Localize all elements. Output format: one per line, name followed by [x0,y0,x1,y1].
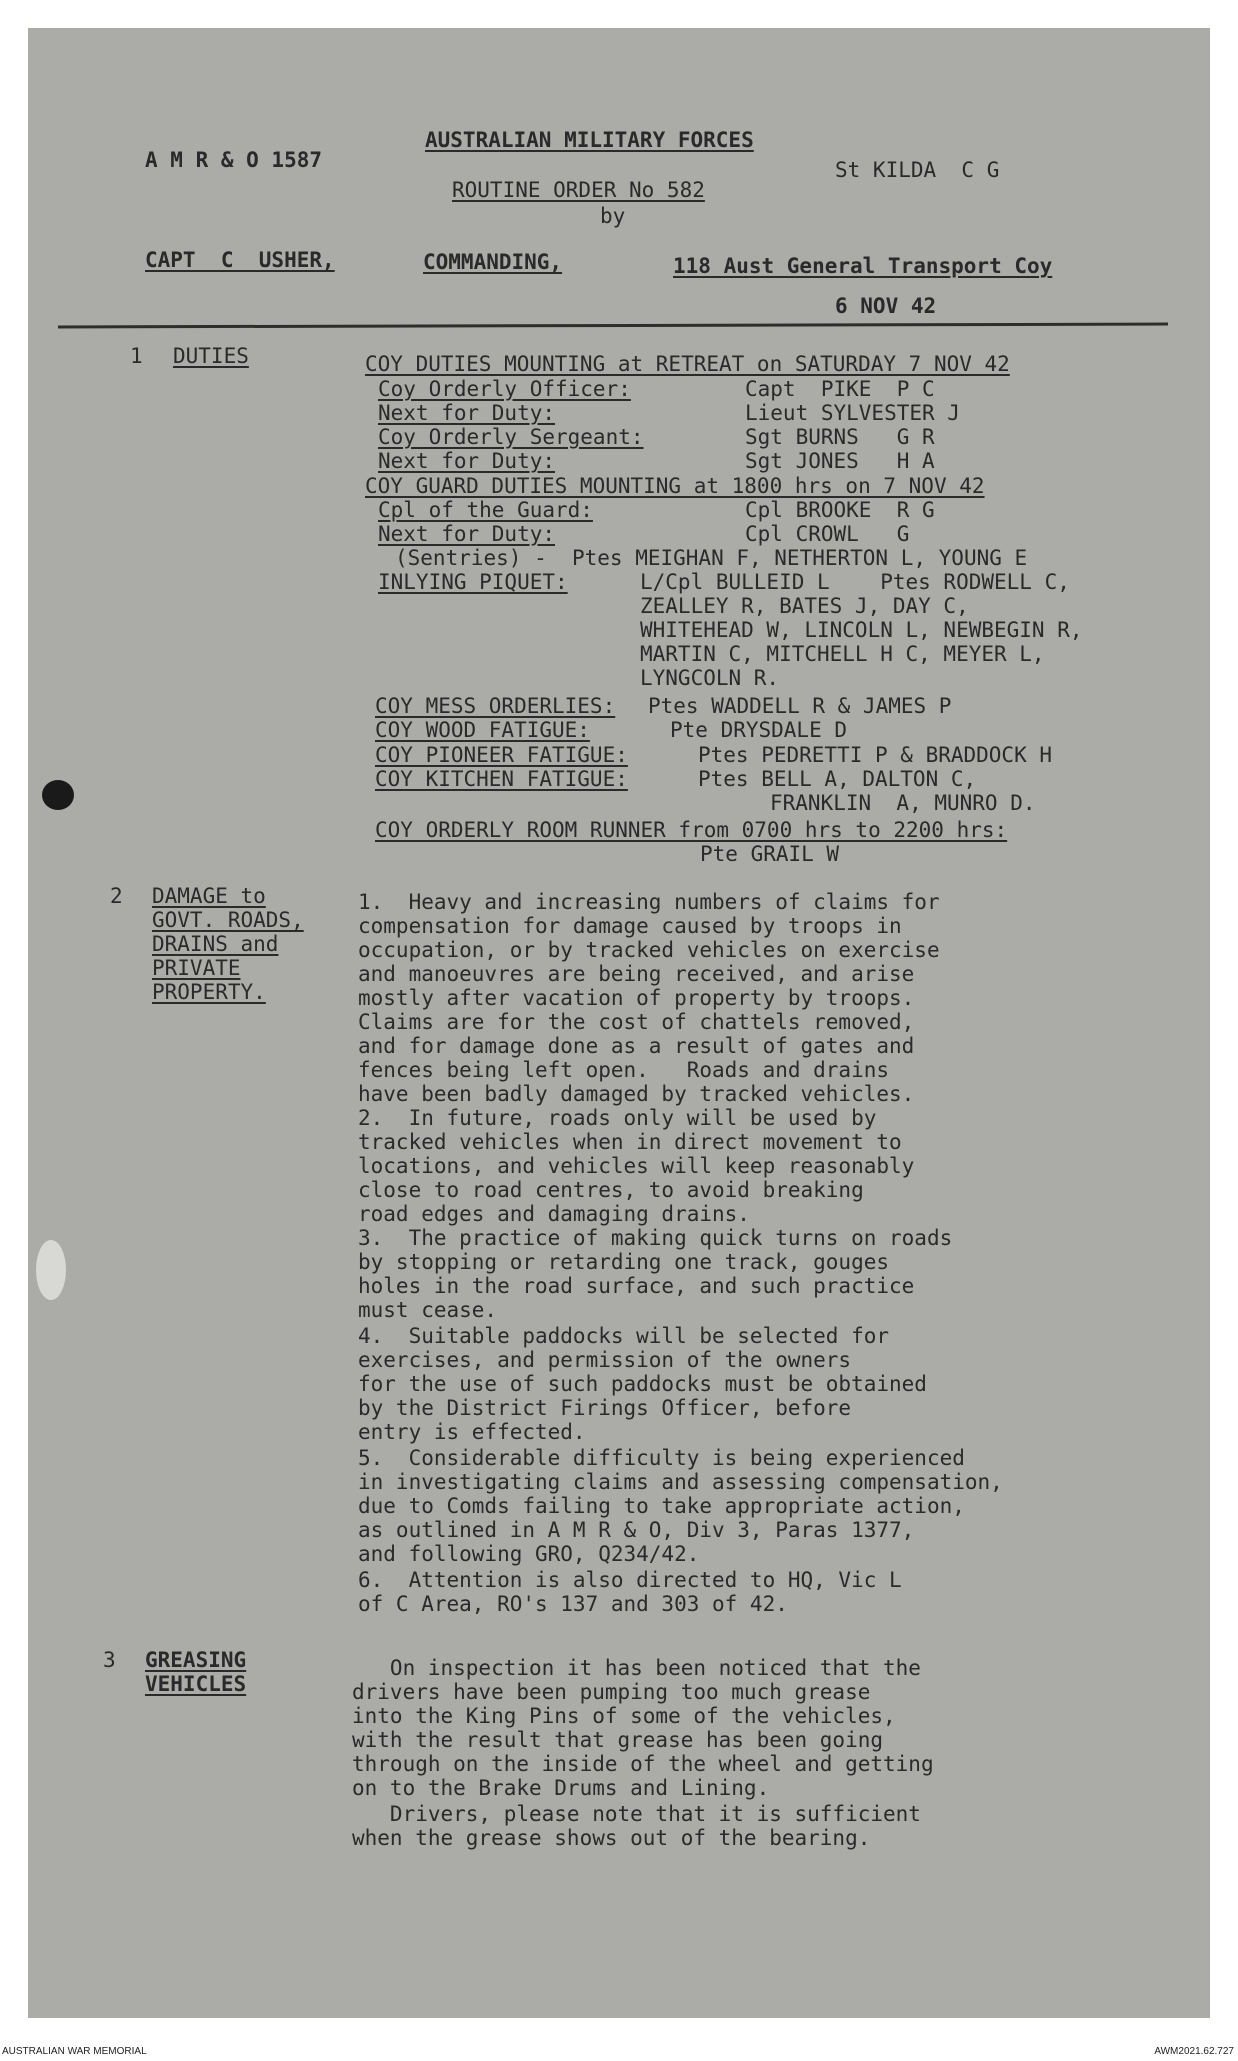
unit-name: 118 Aust General Transport Coy [673,254,1053,278]
duty-assignee: Sgt JONES H A [745,449,935,473]
body-line: road edges and damaging drains. [358,1202,750,1226]
body-line: locations, and vehicles will keep reasonably [358,1154,915,1178]
section-number: 1 [130,344,143,368]
body-line: drivers have been pumping too much grease [352,1680,871,1704]
body-line: and following GRO, Q234/42. [358,1542,700,1566]
body-line: 5. Considerable difficulty is being experienced [358,1446,965,1470]
paper-tear [36,1240,66,1300]
duty-assignee: Sgt BURNS G R [745,425,935,449]
duty-assignee: Cpl CROWL G [745,522,910,546]
footer-credit: AUSTRALIAN WAR MEMORIAL [2,2046,147,2057]
section-title: GREASING [145,1648,247,1672]
body-line: into the King Pins of some of the vehicles, [352,1704,896,1728]
duty-heading: COY DUTIES MOUNTING at RETREAT on SATURDAY 7 NOV 42 [365,352,1010,376]
duty-assignee: L/Cpl BULLEID L Ptes RODWELL C, [640,570,1070,594]
body-line: mostly after vacation of property by troops. [358,986,915,1010]
body-line: must cease. [358,1298,498,1322]
duty-role: INLYING PIQUET: [378,570,568,594]
duty-role: Coy Orderly Sergeant: [378,425,644,449]
section-title: PROPERTY. [152,980,266,1004]
body-line: Drivers, please note that it is sufficient [352,1802,921,1826]
body-line: have been badly damaged by tracked vehicles. [358,1082,915,1106]
body-line: through on the inside of the wheel and getting [352,1752,934,1776]
body-line: entry is effected. [358,1420,586,1444]
body-line: On inspection it has been noticed that the [352,1656,921,1680]
body-line: by stopping or retarding one track, gouges [358,1250,890,1274]
duty-assignee: Pte GRAIL W [700,842,840,866]
duty-assignee: Lieut SYLVESTER J [745,401,960,425]
punch-hole [42,780,74,810]
duty-role: COY WOOD FATIGUE: [375,718,590,742]
duty-role: COY MESS ORDERLIES: [375,694,616,718]
body-line: 3. The practice of making quick turns on roads [358,1226,953,1250]
body-line: due to Comds failing to take appropriate action, [358,1494,965,1518]
duty-assignee: FRANKLIN A, MUNRO D. [770,791,1036,815]
body-line: and for damage done as a result of gates and [358,1034,915,1058]
order-date: 6 NOV 42 [835,294,937,318]
organisation-title: AUSTRALIAN MILITARY FORCES [425,128,754,152]
duty-assignee: MARTIN C, MITCHELL H C, MEYER L, [640,642,1045,666]
duty-assignee: Ptes WADDELL R & JAMES P [648,694,952,718]
body-line: compensation for damage caused by troops in [358,914,902,938]
duty-role: Next for Duty: [378,522,556,546]
body-line: Claims are for the cost of chattels removed, [358,1010,915,1034]
body-line: when the grease shows out of the bearing. [352,1826,871,1850]
duty-role: Coy Orderly Officer: [378,377,631,401]
body-line: fences being left open. Roads and drains [358,1058,890,1082]
section-number: 2 [110,884,123,908]
body-line: in investigating claims and assessing compensation, [358,1470,1003,1494]
body-line: as outlined in A M R & O, Div 3, Paras 1377, [358,1518,915,1542]
duty-role: Cpl of the Guard: [378,498,593,522]
body-line: close to road centres, to avoid breaking [358,1178,864,1202]
duty-heading: COY ORDERLY ROOM RUNNER from 0700 hrs to 2200 hrs: [375,818,1008,842]
duty-assignee: LYNGCOLN R. [640,666,780,690]
body-line: 4. Suitable paddocks will be selected for [358,1324,890,1348]
footer-reference: AWM2021.62.727 [1154,2046,1234,2057]
section-title: PRIVATE [152,956,241,980]
commanding-officer: CAPT C USHER, [145,248,335,272]
duty-assignee: Capt PIKE P C [745,377,935,401]
section-title: DRAINS and [152,932,279,956]
location: St KILDA C G [835,158,1000,182]
body-line: and manoeuvres are being received, and arise [358,962,915,986]
duty-assignee: ZEALLEY R, BATES J, DAY C, [640,594,969,618]
section-title: VEHICLES [145,1672,247,1696]
body-line: on to the Brake Drums and Lining. [352,1776,770,1800]
duty-assignee: Cpl BROOKE R G [745,498,935,522]
duty-role: COY PIONEER FATIGUE: [375,743,628,767]
duty-assignee: Ptes PEDRETTI P & BRADDOCK H [698,743,1053,767]
body-line: holes in the road surface, and such practice [358,1274,915,1298]
body-line: by the District Firings Officer, before [358,1396,852,1420]
body-line: of C Area, RO's 137 and 303 of 42. [358,1592,788,1616]
routine-order-title: ROUTINE ORDER No 582 [452,178,705,202]
body-line: tracked vehicles when in direct movement to [358,1130,902,1154]
by-label: by [600,204,626,228]
duty-heading: COY GUARD DUTIES MOUNTING at 1800 hrs on 7 NOV 42 [365,474,985,498]
duty-assignee: WHITEHEAD W, LINCOLN L, NEWBEGIN R, [640,618,1083,642]
section-title: DUTIES [173,344,249,368]
duty-role: COY KITCHEN FATIGUE: [375,767,628,791]
body-line: exercises, and permission of the owners [358,1348,852,1372]
section-title: DAMAGE to [152,884,266,908]
order-reference: A M R & O 1587 [145,148,323,172]
sentries-line: (Sentries) - Ptes MEIGHAN F, NETHERTON L, YOUNG E [395,546,1028,570]
body-line: with the result that grease has been going [352,1728,884,1752]
body-line: for the use of such paddocks must be obtained [358,1372,927,1396]
duty-assignee: Ptes BELL A, DALTON C, [698,767,977,791]
section-title: GOVT. ROADS, [152,908,304,932]
duty-role: Next for Duty: [378,401,556,425]
duty-assignee: Pte DRYSDALE D [670,718,848,742]
body-line: 6. Attention is also directed to HQ, Vic L [358,1568,902,1592]
commanding-label: COMMANDING, [423,250,563,274]
section-number: 3 [103,1648,116,1672]
body-line: 2. In future, roads only will be used by [358,1106,877,1130]
body-line: 1. Heavy and increasing numbers of claims for [358,890,940,914]
duty-role: Next for Duty: [378,449,556,473]
body-line: occupation, or by tracked vehicles on exercise [358,938,940,962]
